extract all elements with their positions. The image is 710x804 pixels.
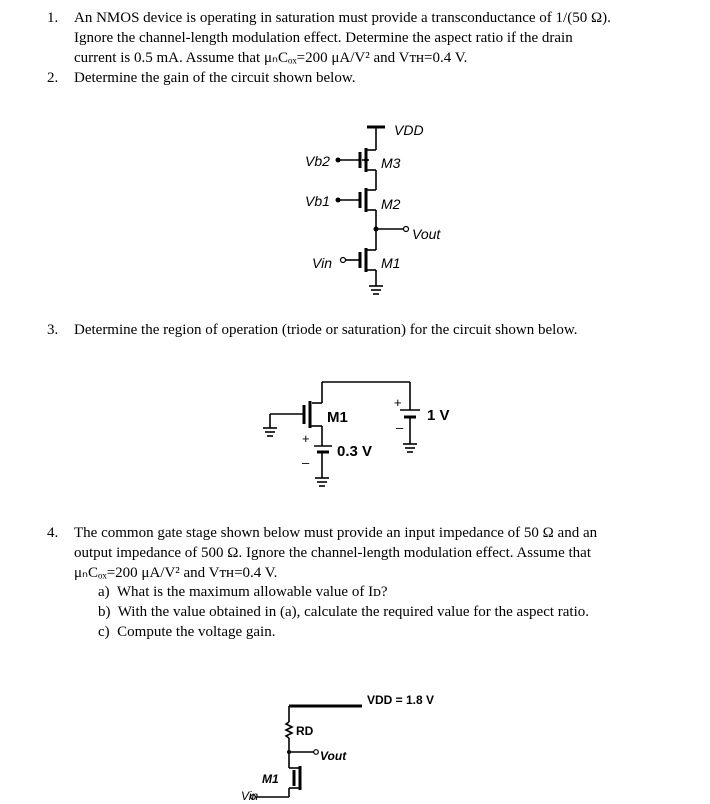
subpart-b: b) With the value obtained in (a), calculate the required value for the aspect ratio. — [98, 604, 590, 620]
plus-sign: + — [394, 395, 402, 410]
problem-text-line: The common gate stage shown below must provide an input impedance of 50 Ω and an — [74, 525, 598, 541]
problem-number: 4. — [47, 525, 59, 541]
rd-label: RD — [296, 724, 314, 738]
subpart-a: a) What is the maximum allowable value of Iᴅ? — [98, 584, 388, 600]
plus-sign: + — [302, 431, 310, 446]
problem-text-line: Determine the gain of the circuit shown below. — [74, 70, 356, 86]
subpart-c: c) Compute the voltage gain. — [98, 624, 276, 640]
vout-label: Vout — [320, 749, 347, 763]
problem-text-line: Ignore the channel-length modulation effect. Determine the aspect ratio if the drain — [74, 30, 573, 46]
minus-sign: – — [396, 420, 404, 435]
vsrc-small-label: 0.3 V — [337, 443, 373, 460]
problem-number: 1. — [47, 10, 59, 26]
problem-text-line: Determine the region of operation (triode or saturation) for the circuit shown below. — [74, 322, 578, 338]
m1-label: M1 — [381, 255, 401, 271]
problem-text-line: μₙCₒₓ=200 μA/V² and Vᴛʜ=0.4 V. — [74, 565, 278, 581]
vout-label: Vout — [412, 226, 441, 242]
m1-label: M1 — [262, 772, 279, 786]
m2-label: M2 — [381, 196, 401, 212]
vb1-label: Vb1 — [305, 193, 330, 209]
m1-label: M1 — [327, 409, 348, 426]
vb2-label: Vb2 — [305, 153, 330, 169]
problem-number: 2. — [47, 70, 59, 86]
m3-label: M3 — [381, 155, 401, 171]
minus-sign: – — [302, 455, 310, 470]
problem-text-line: An NMOS device is operating in saturation must provide a transconductance of 1/(50 Ω). — [74, 10, 611, 26]
problem-number: 3. — [47, 322, 59, 338]
vdd-label: VDD — [394, 122, 424, 138]
problem-text-line: current is 0.5 mA. Assume that μₙCₒₓ=200 μA/V² and Vᴛʜ=0.4 V. — [74, 50, 468, 66]
vsrc-big-label: 1 V — [427, 407, 450, 424]
vdd-label: VDD = 1.8 V — [367, 693, 435, 707]
vin-label: Vin — [241, 789, 259, 803]
problem-text-line: output impedance of 500 Ω. Ignore the channel-length modulation effect. Assume that — [74, 545, 591, 561]
vin-label: Vin — [312, 255, 332, 271]
